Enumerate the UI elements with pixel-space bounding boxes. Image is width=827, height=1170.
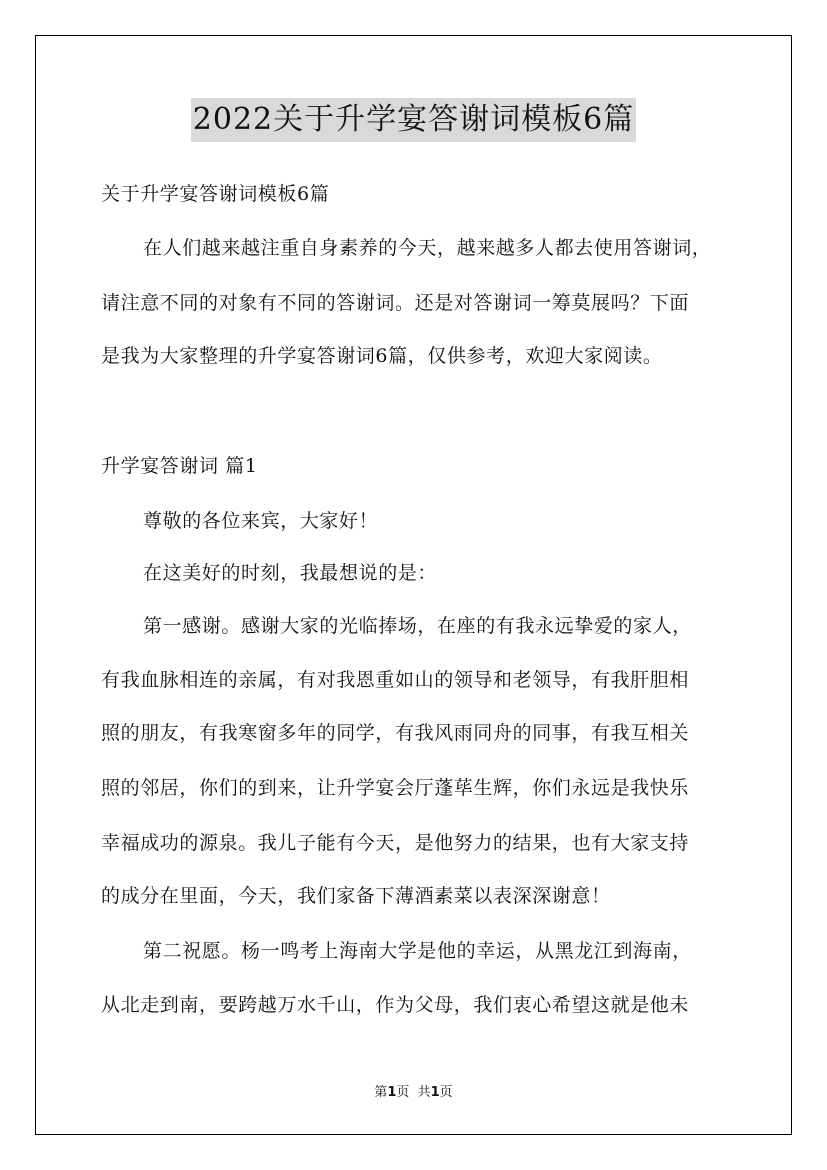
body-line-5: 照的朋友，有我寒窗多年的同学，有我风雨同舟的同事，有我互相关 [101, 722, 690, 744]
footer-page-current: 1 [387, 1085, 397, 1100]
body-line-4: 有我血脉相连的亲属，有对我恩重如山的领导和老领导，有我肝胆相 [101, 669, 690, 691]
document-subtitle: 关于升学宴答谢词模板6篇 [101, 183, 330, 205]
body-line-2: 在这美好的时刻，我最想说的是： [143, 562, 438, 584]
footer-mid: 页 共 [396, 1085, 431, 1100]
intro-line-2: 请注意不同的对象有不同的答谢词。还是对答谢词一筹莫展吗？下面 [101, 292, 690, 314]
title-container [0, 98, 827, 142]
intro-line-1: 在人们越来越注重自身素养的今天，越来越多人都去使用答谢词， [143, 237, 712, 259]
footer-prefix: 第 [374, 1085, 388, 1100]
document-title: 2022关于升学宴答谢词模板6篇 [191, 98, 636, 142]
footer-page-total: 1 [430, 1085, 440, 1100]
body-line-9: 第二祝愿。杨一鸣考上海南大学是他的幸运，从黑龙江到海南， [143, 940, 692, 962]
body-line-8: 的成分在里面，今天，我们家备下薄酒素菜以表深深谢意！ [101, 885, 611, 907]
body-line-7: 幸福成功的源泉。我儿子能有今天，是他努力的结果，也有大家支持 [101, 832, 690, 854]
body-line-10: 从北走到南，要跨越万水千山，作为父母，我们衷心希望这就是他未 [101, 994, 690, 1016]
intro-line-3: 是我为大家整理的升学宴答谢词6篇，仅供参考，欢迎大家阅读。 [101, 345, 663, 367]
body-line-3: 第一感谢。感谢大家的光临捧场，在座的有我永远挚爱的家人， [143, 615, 692, 637]
body-line-1: 尊敬的各位来宾，大家好！ [143, 510, 379, 532]
page-footer [0, 1084, 827, 1102]
body-line-6: 照的邻居，你们的到来，让升学宴会厅蓬荜生辉，你们永远是我快乐 [101, 777, 690, 799]
section-heading: 升学宴答谢词 篇1 [101, 455, 258, 477]
footer-suffix: 页 [439, 1085, 453, 1100]
